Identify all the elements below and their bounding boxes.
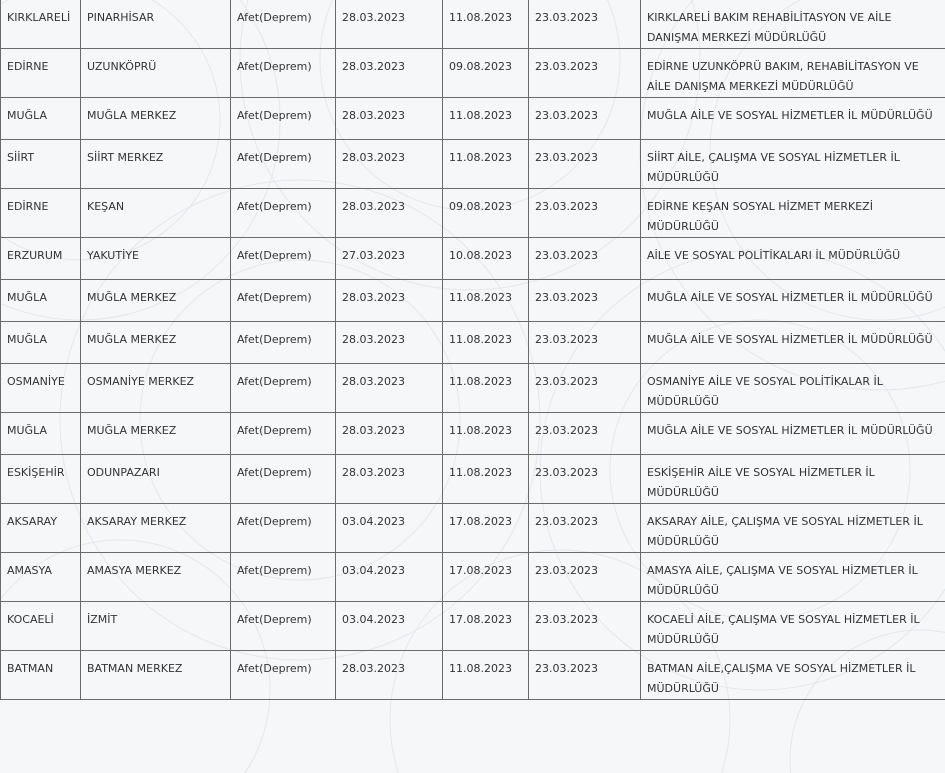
district-cell: AMASYA MERKEZ: [81, 553, 231, 602]
district-cell: OSMANİYE MERKEZ: [81, 364, 231, 413]
type-cell: Afet(Deprem): [231, 322, 336, 364]
table-row: [1, 651, 945, 700]
institution-cell: AMASYA AİLE, ÇALIŞMA VE SOSYAL HİZMETLER İL MÜDÜRLÜĞÜ: [641, 553, 945, 602]
institution-cell: MUĞLA AİLE VE SOSYAL HİZMETLER İL MÜDÜRLÜĞÜ: [641, 98, 945, 140]
type-cell: Afet(Deprem): [231, 280, 336, 322]
type-cell: Afet(Deprem): [231, 189, 336, 238]
institution-cell: EDİRNE KEŞAN SOSYAL HİZMET MERKEZİ MÜDÜRLÜĞÜ: [641, 189, 945, 238]
type-cell: Afet(Deprem): [231, 504, 336, 553]
province-cell: SİİRT: [1, 140, 81, 189]
date-2-cell: 11.08.2023: [443, 0, 529, 49]
date-2-cell: 17.08.2023: [443, 504, 529, 553]
date-2-cell: 11.08.2023: [443, 280, 529, 322]
district-cell: BATMAN MERKEZ: [81, 651, 231, 700]
institution-cell: EDİRNE UZUNKÖPRÜ BAKIM, REHABİLİTASYON VE AİLE DANIŞMA MERKEZİ MÜDÜRLÜĞÜ: [641, 49, 945, 98]
date-1-cell: 28.03.2023: [336, 413, 443, 455]
date-3-cell: 23.03.2023: [529, 140, 641, 189]
district-cell: KEŞAN: [81, 189, 231, 238]
type-cell: Afet(Deprem): [231, 49, 336, 98]
date-1-cell: 28.03.2023: [336, 49, 443, 98]
table-row: [1, 280, 945, 322]
date-3-cell: 23.03.2023: [529, 504, 641, 553]
province-cell: KOCAELİ: [1, 602, 81, 651]
institution-cell: MUĞLA AİLE VE SOSYAL HİZMETLER İL MÜDÜRLÜĞÜ: [641, 280, 945, 322]
date-1-cell: 03.04.2023: [336, 504, 443, 553]
date-3-cell: 23.03.2023: [529, 455, 641, 504]
province-cell: ESKİŞEHİR: [1, 455, 81, 504]
date-1-cell: 28.03.2023: [336, 189, 443, 238]
district-cell: AKSARAY MERKEZ: [81, 504, 231, 553]
date-2-cell: 11.08.2023: [443, 413, 529, 455]
table-row: [1, 238, 945, 280]
date-3-cell: 23.03.2023: [529, 49, 641, 98]
date-3-cell: 23.03.2023: [529, 0, 641, 49]
type-cell: Afet(Deprem): [231, 98, 336, 140]
date-2-cell: 11.08.2023: [443, 651, 529, 700]
date-2-cell: 11.08.2023: [443, 322, 529, 364]
table-body: [1, 0, 945, 700]
date-1-cell: 28.03.2023: [336, 0, 443, 49]
table-row: [1, 0, 945, 49]
district-cell: MUĞLA MERKEZ: [81, 98, 231, 140]
date-2-cell: 11.08.2023: [443, 140, 529, 189]
date-1-cell: 03.04.2023: [336, 602, 443, 651]
table-row: [1, 364, 945, 413]
type-cell: Afet(Deprem): [231, 140, 336, 189]
date-2-cell: 11.08.2023: [443, 98, 529, 140]
date-3-cell: 23.03.2023: [529, 602, 641, 651]
table-row: [1, 322, 945, 364]
date-1-cell: 28.03.2023: [336, 140, 443, 189]
type-cell: Afet(Deprem): [231, 364, 336, 413]
province-cell: EDİRNE: [1, 49, 81, 98]
district-cell: ODUNPAZARI: [81, 455, 231, 504]
date-1-cell: 03.04.2023: [336, 553, 443, 602]
type-cell: Afet(Deprem): [231, 0, 336, 49]
province-cell: MUĞLA: [1, 413, 81, 455]
date-3-cell: 23.03.2023: [529, 238, 641, 280]
district-cell: MUĞLA MERKEZ: [81, 322, 231, 364]
type-cell: Afet(Deprem): [231, 602, 336, 651]
institution-cell: BATMAN AİLE,ÇALIŞMA VE SOSYAL HİZMETLER İL MÜDÜRLÜĞÜ: [641, 651, 945, 700]
date-2-cell: 17.08.2023: [443, 553, 529, 602]
province-cell: BATMAN: [1, 651, 81, 700]
district-cell: UZUNKÖPRÜ: [81, 49, 231, 98]
institution-cell: MUĞLA AİLE VE SOSYAL HİZMETLER İL MÜDÜRLÜĞÜ: [641, 413, 945, 455]
table-row: [1, 553, 945, 602]
date-3-cell: 23.03.2023: [529, 364, 641, 413]
district-cell: PINARHİSAR: [81, 0, 231, 49]
institution-cell: ESKİŞEHİR AİLE VE SOSYAL HİZMETLER İL MÜDÜRLÜĞÜ: [641, 455, 945, 504]
institution-cell: AİLE VE SOSYAL POLİTİKALARI İL MÜDÜRLÜĞÜ: [641, 238, 945, 280]
date-3-cell: 23.03.2023: [529, 553, 641, 602]
date-3-cell: 23.03.2023: [529, 280, 641, 322]
district-cell: MUĞLA MERKEZ: [81, 280, 231, 322]
date-1-cell: 27.03.2023: [336, 238, 443, 280]
date-1-cell: 28.03.2023: [336, 322, 443, 364]
type-cell: Afet(Deprem): [231, 238, 336, 280]
table-row: [1, 140, 945, 189]
date-2-cell: 10.08.2023: [443, 238, 529, 280]
type-cell: Afet(Deprem): [231, 455, 336, 504]
date-2-cell: 17.08.2023: [443, 602, 529, 651]
district-cell: YAKUTİYE: [81, 238, 231, 280]
date-1-cell: 28.03.2023: [336, 364, 443, 413]
table-row: [1, 504, 945, 553]
date-3-cell: 23.03.2023: [529, 651, 641, 700]
date-3-cell: 23.03.2023: [529, 322, 641, 364]
province-cell: OSMANİYE: [1, 364, 81, 413]
date-2-cell: 09.08.2023: [443, 189, 529, 238]
province-cell: EDİRNE: [1, 189, 81, 238]
province-cell: MUĞLA: [1, 280, 81, 322]
province-cell: AKSARAY: [1, 504, 81, 553]
province-cell: AMASYA: [1, 553, 81, 602]
table-row: [1, 49, 945, 98]
district-cell: MUĞLA MERKEZ: [81, 413, 231, 455]
date-3-cell: 23.03.2023: [529, 413, 641, 455]
district-cell: SİİRT MERKEZ: [81, 140, 231, 189]
institution-cell: KOCAELİ AİLE, ÇALIŞMA VE SOSYAL HİZMETLER İL MÜDÜRLÜĞÜ: [641, 602, 945, 651]
table-row: [1, 189, 945, 238]
table-row: [1, 455, 945, 504]
date-2-cell: 09.08.2023: [443, 49, 529, 98]
province-cell: KIRKLARELİ: [1, 0, 81, 49]
table-row: [1, 413, 945, 455]
date-2-cell: 11.08.2023: [443, 455, 529, 504]
institution-cell: SİİRT AİLE, ÇALIŞMA VE SOSYAL HİZMETLER İL MÜDÜRLÜĞÜ: [641, 140, 945, 189]
institution-cell: AKSARAY AİLE, ÇALIŞMA VE SOSYAL HİZMETLER İL MÜDÜRLÜĞÜ: [641, 504, 945, 553]
type-cell: Afet(Deprem): [231, 651, 336, 700]
date-1-cell: 28.03.2023: [336, 455, 443, 504]
table-row: [1, 602, 945, 651]
type-cell: Afet(Deprem): [231, 553, 336, 602]
institution-cell: MUĞLA AİLE VE SOSYAL HİZMETLER İL MÜDÜRLÜĞÜ: [641, 322, 945, 364]
date-1-cell: 28.03.2023: [336, 98, 443, 140]
type-cell: Afet(Deprem): [231, 413, 336, 455]
date-3-cell: 23.03.2023: [529, 189, 641, 238]
date-1-cell: 28.03.2023: [336, 280, 443, 322]
table-row: [1, 98, 945, 140]
date-3-cell: 23.03.2023: [529, 98, 641, 140]
province-cell: MUĞLA: [1, 322, 81, 364]
province-cell: MUĞLA: [1, 98, 81, 140]
district-cell: İZMİT: [81, 602, 231, 651]
institution-cell: KIRKLARELİ BAKIM REHABİLİTASYON VE AİLE DANIŞMA MERKEZİ MÜDÜRLÜĞÜ: [641, 0, 945, 49]
date-1-cell: 28.03.2023: [336, 651, 443, 700]
institution-cell: OSMANİYE AİLE VE SOSYAL POLİTİKALAR İL MÜDÜRLÜĞÜ: [641, 364, 945, 413]
date-2-cell: 11.08.2023: [443, 364, 529, 413]
province-cell: ERZURUM: [1, 238, 81, 280]
